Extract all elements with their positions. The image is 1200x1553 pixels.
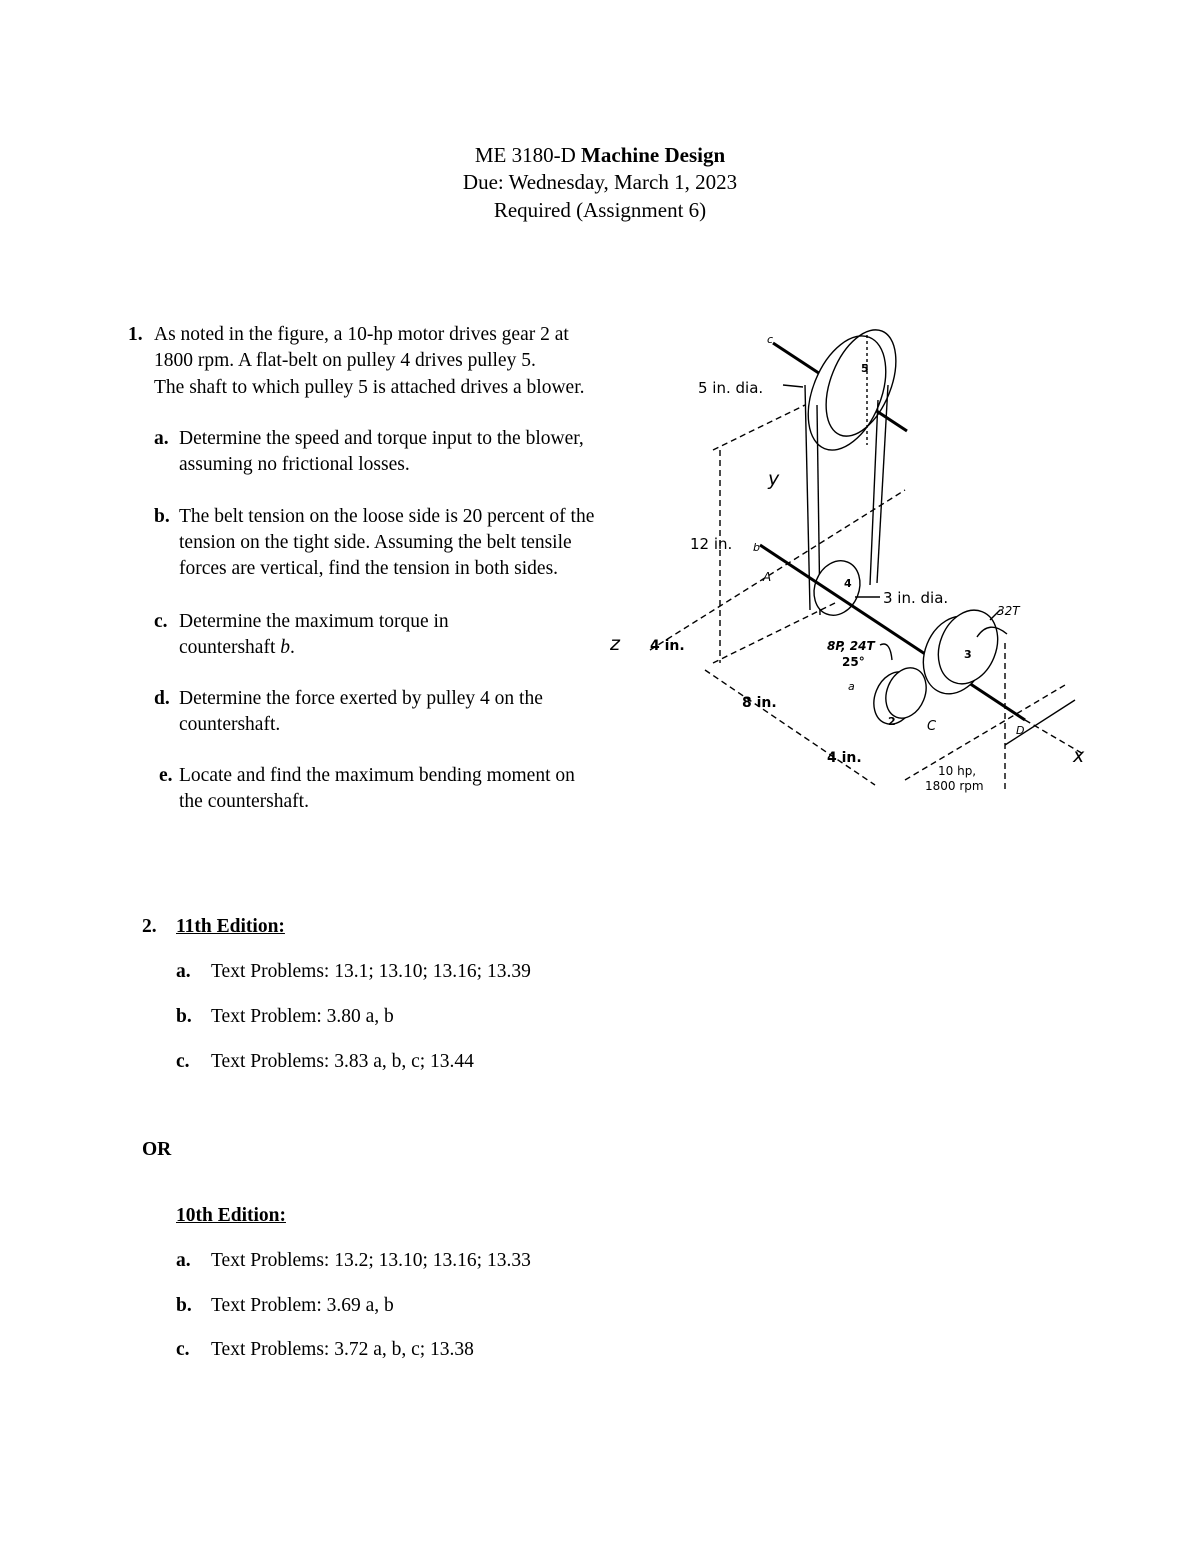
label-A: A <box>763 570 772 584</box>
pulley5-number: 5 <box>861 362 869 375</box>
problem1-intro-line-2: 1800 rpm. A flat-belt on pulley 4 drives pulley 5. <box>154 350 536 371</box>
ed10-a-text: Text Problems: 13.2; 13.10; 13.16; 13.33 <box>211 1250 531 1271</box>
ed10-a-letter: a. <box>176 1250 191 1271</box>
part-b-line-2: tension on the tight side. Assuming the belt tensile <box>179 532 572 553</box>
or-label: OR <box>142 1139 172 1160</box>
ed11-c-text: Text Problems: 3.83 a, b, c; 13.44 <box>211 1051 474 1072</box>
problem1-intro-line-1: As noted in the figure, a 10-hp motor drives gear 2 at <box>154 324 569 345</box>
dim-5in-dia: 5 in. dia. <box>698 379 764 397</box>
part-a-line-2: assuming no frictional losses. <box>179 454 410 475</box>
label-b: b <box>753 541 760 554</box>
part-c-letter: c. <box>154 611 168 632</box>
part-e-letter: e. <box>159 765 173 786</box>
assignment-label: Required (Assignment 6) <box>493 198 707 222</box>
pulley4-number: 4 <box>844 577 852 590</box>
label-D: D <box>1016 724 1025 737</box>
part-c-line-2-text: countershaft <box>179 637 281 658</box>
ed11-c-letter: c. <box>176 1051 190 1072</box>
ed11-b-text: Text Problem: 3.80 a, b <box>211 1006 394 1027</box>
dim-4in-top: 4 in. <box>650 638 685 654</box>
ed10-b-text: Text Problem: 3.69 a, b <box>211 1295 394 1316</box>
part-b-letter: b. <box>154 506 170 527</box>
motor-rpm: 1800 rpm <box>925 779 984 793</box>
ed11-b-letter: b. <box>176 1006 192 1027</box>
dim-8in: 8 in. <box>742 695 777 711</box>
ed11-a-text: Text Problems: 13.1; 13.10; 13.16; 13.39 <box>211 961 531 982</box>
gear3-number: 3 <box>964 648 972 661</box>
gear2-number: 2 <box>888 715 896 728</box>
axis-z: z <box>610 633 620 655</box>
part-d-line-1: Determine the force exerted by pulley 4 on the <box>179 688 543 709</box>
label-C: C <box>927 719 937 734</box>
edition11-title: 11th Edition: <box>176 916 285 937</box>
gear3-teeth: 32T <box>997 604 1020 618</box>
ed10-c-text: Text Problems: 3.72 a, b, c; 13.38 <box>211 1339 474 1360</box>
part-e-line-1: Locate and find the maximum bending moment on <box>179 765 575 786</box>
ed10-b-letter: b. <box>176 1295 192 1316</box>
course-code: ME 3180-D <box>474 143 576 167</box>
part-d-letter: d. <box>154 688 170 709</box>
part-d-line-2: countershaft. <box>179 714 281 735</box>
dim-3in-dia: 3 in. dia. <box>883 589 949 607</box>
part-c-line-1: Determine the maximum torque in <box>179 611 449 632</box>
part-a-letter: a. <box>154 428 169 449</box>
ed11-a-letter: a. <box>176 961 191 982</box>
gear-spec: 8P, 24T <box>827 639 875 653</box>
motor-hp: 10 hp, <box>938 764 977 778</box>
problem2-number: 2. <box>142 916 157 937</box>
problem1-number: 1. <box>128 324 143 345</box>
due-date: Due: Wednesday, March 1, 2023 <box>462 170 738 194</box>
part-e-line-2: the countershaft. <box>179 791 309 812</box>
axis-x: x <box>1073 745 1085 767</box>
axis-y: y <box>768 468 780 490</box>
problem1-intro-line-3: The shaft to which pulley 5 is attached drives a blower. <box>154 377 585 398</box>
part-c-line-2 <box>179 635 295 661</box>
part-c-period: . <box>290 637 295 658</box>
belt-drive-figure <box>605 325 1095 805</box>
course-title <box>0 142 1200 169</box>
dim-12in: 12 in. <box>690 535 733 553</box>
course-name: Machine Design <box>581 143 726 167</box>
part-b-line-3: forces are vertical, find the tension in both sides. <box>179 558 559 579</box>
label-a: a <box>848 680 855 693</box>
label-c: c <box>767 333 774 346</box>
part-c-italic-b: b <box>280 637 291 658</box>
pressure-angle: 25° <box>842 655 865 669</box>
edition10-title: 10th Edition: <box>176 1205 286 1226</box>
ed10-c-letter: c. <box>176 1339 190 1360</box>
dim-4in-bottom: 4 in. <box>827 750 862 766</box>
part-b-line-1: The belt tension on the loose side is 20 percent of the <box>179 506 595 527</box>
part-a-line-1: Determine the speed and torque input to the blower, <box>179 428 584 449</box>
